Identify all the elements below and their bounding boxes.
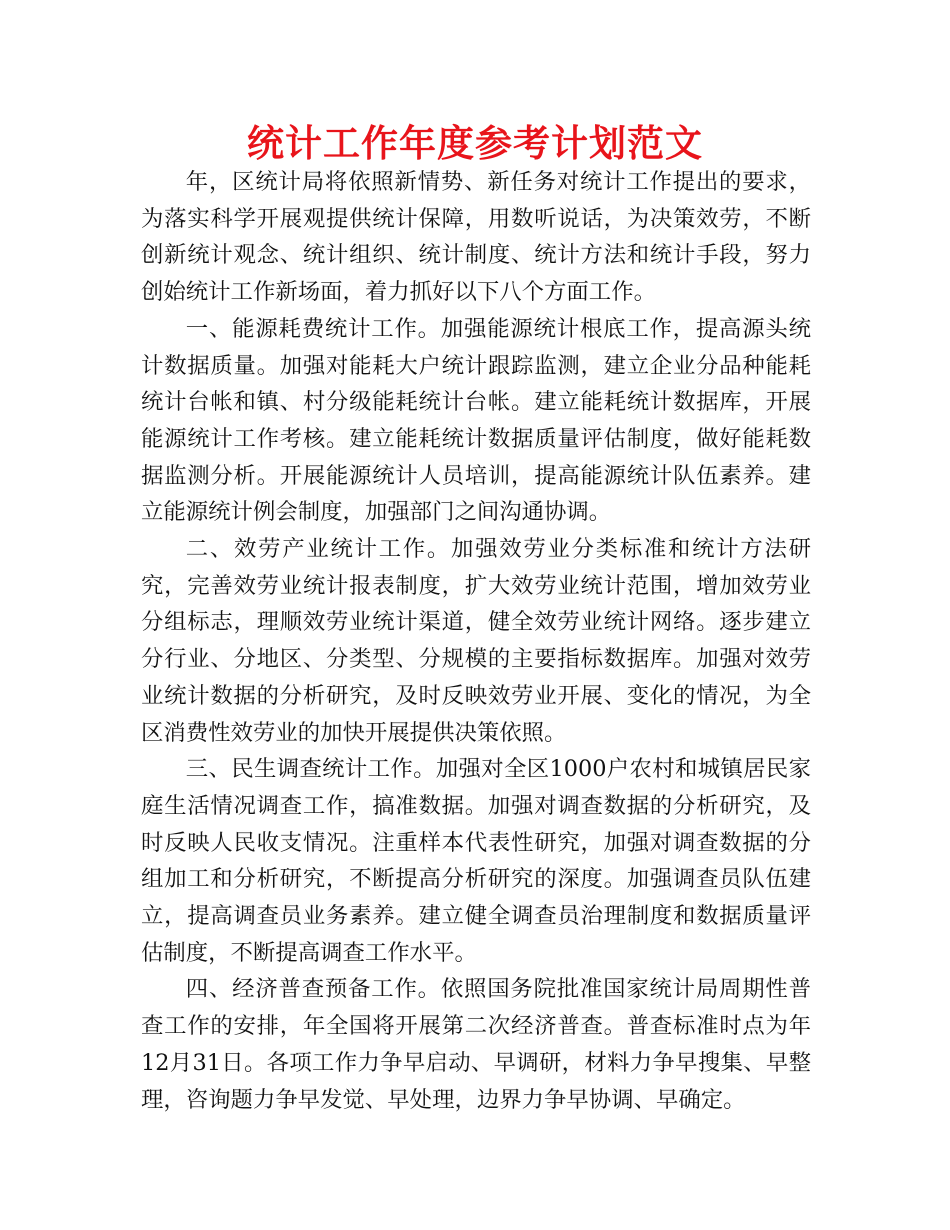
paragraph-intro: 年，区统计局将依照新情势、新任务对统计工作提出的要求，为落实科学开展观提供统计保障，用数听说话，为决策效劳，不断创新统计观念、统计组织、统计制度、统计方法和统计手段，努力创始统计工作新场面，着力抓好以下八个方面工作。 bbox=[141, 169, 811, 306]
paragraph-service-industry-statistics: 二、效劳产业统计工作。加强效劳业分类标准和统计方法研究，完善效劳业统计报表制度，扩大效劳业统计范围，增加效劳业分组标志，理顺效劳业统计渠道，健全效劳业统计网络。逐步建立分行业、分地区、分类型、分规模的主要指标数据库。加强对效劳业统计数据的分析研究，及时反映效劳业开展、变化的情况，为全区消费性效劳业的加快开展提供决策依照。 bbox=[141, 536, 811, 746]
paragraph-economic-census: 四、经济普查预备工作。依照国务院批准国家统计局周期性普查工作的安排，年全国将开展第二次经济普查。普查标准时点为年12月31日。各项工作力争早启动、早调研，材料力争早搜集、早整理，咨询题力争早发觉、早处理，边界力争早协调、早确定。 bbox=[141, 976, 811, 1113]
document-body bbox=[141, 164, 811, 1118]
paragraph-livelihood-survey: 三、民生调查统计工作。加强对全区1000户农村和城镇居民家庭生活情况调查工作，搞准数据。加强对调查数据的分析研究，及时反映人民收支情况。注重样本代表性研究，加强对调查数据的分组加工和分析研究，不断提高分析研究的深度。加强调查员队伍建立，提高调查员业务素养。建立健全调查员治理制度和数据质量评估制度，不断提高调查工作水平。 bbox=[141, 756, 811, 966]
paragraph-energy-statistics: 一、能源耗费统计工作。加强能源统计根底工作，提高源头统计数据质量。加强对能耗大户统计跟踪监测，建立企业分品种能耗统计台帐和镇、村分级能耗统计台帐。建立能耗统计数据库，开展能源统计工作考核。建立能耗统计数据质量评估制度，做好能耗数据监测分析。开展能源统计人员培训，提高能源统计队伍素养。建立能源统计例会制度，加强部门之间沟通协调。 bbox=[141, 315, 811, 526]
document-title: 统计工作年度参考计划范文 bbox=[247, 122, 703, 165]
